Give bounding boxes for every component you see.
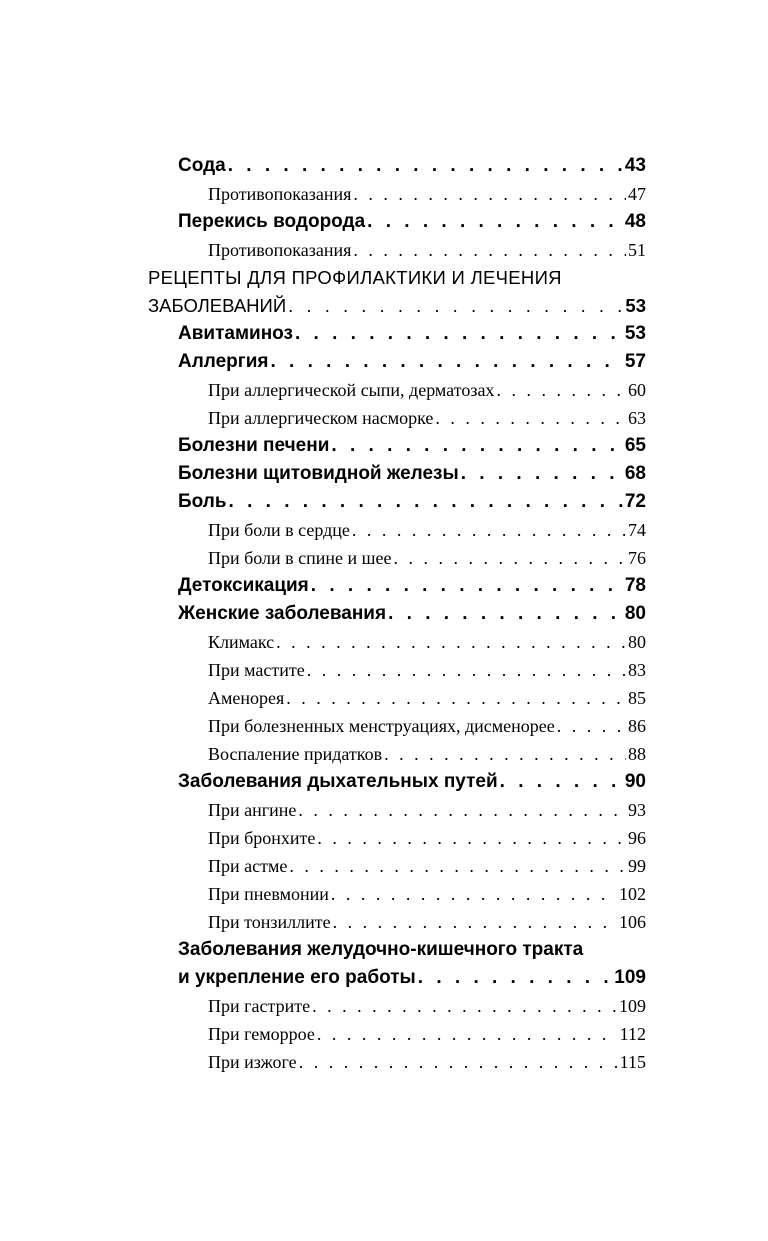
dot-leader: [461, 460, 623, 488]
toc-entry[interactable]: [148, 488, 646, 516]
toc-entry-title: При астме: [208, 856, 288, 876]
toc-subentry[interactable]: [148, 628, 646, 656]
dot-leader: [435, 404, 626, 432]
section-heading-line-2: ЗАБОЛЕВАНИЙ: [148, 295, 287, 316]
toc-entry-page: 74: [628, 520, 646, 540]
dot-leader: [496, 376, 626, 404]
dot-leader: [557, 712, 626, 740]
toc-entry-title: Сода: [178, 155, 226, 176]
toc-entry[interactable]: [148, 600, 646, 628]
toc-entry-title: Заболевания дыхательных путей: [178, 771, 498, 792]
dot-leader: [384, 740, 626, 768]
toc-entry-title: При пневмонии: [208, 884, 329, 904]
toc-entry-page: 48: [624, 211, 646, 232]
toc-subentry[interactable]: [148, 908, 646, 936]
toc-entry-page: 43: [624, 155, 646, 176]
dot-leader: [312, 992, 617, 1020]
toc-entry-title: При боли в сердце: [208, 520, 350, 540]
dot-leader: [333, 908, 617, 936]
toc-subentry[interactable]: [148, 1020, 646, 1048]
toc-entry-page: 68: [624, 463, 646, 484]
dot-leader: [270, 348, 622, 376]
dot-leader: [500, 768, 623, 796]
toc-subentry[interactable]: [148, 180, 646, 208]
toc-entry-page: 99: [628, 856, 646, 876]
toc-subentry[interactable]: [148, 796, 646, 824]
toc-entry-page: 76: [628, 548, 646, 568]
dot-leader: [353, 180, 626, 208]
toc-entry-title: При болезненных менструациях, дисменорее: [208, 716, 555, 736]
toc-entry-title: Климакс: [208, 632, 275, 652]
toc-entry-title: Болезни печени: [178, 435, 330, 456]
toc-entry-page: 86: [628, 716, 646, 736]
section-heading-line-1: РЕЦЕПТЫ ДЛЯ ПРОФИЛАКТИКИ И ЛЕЧЕНИЯ: [148, 267, 562, 288]
toc-entry-title: При геморрое: [208, 1024, 315, 1044]
toc-subentry[interactable]: [148, 1048, 646, 1076]
toc-section-heading[interactable]: [148, 264, 646, 320]
toc-subentry[interactable]: [148, 824, 646, 852]
toc-entry-page: 65: [624, 435, 646, 456]
toc-entry-title: При бронхите: [208, 828, 316, 848]
toc-entry-title: При боли в спине и шее: [208, 548, 392, 568]
toc-entry-page: 78: [624, 575, 646, 596]
toc-entry-title: При тонзиллите: [208, 912, 331, 932]
toc-entry-title-line-1: Заболевания желудочно-кишечного тракта: [178, 939, 584, 960]
dot-leader: [331, 432, 622, 460]
toc-entry-title: При аллергическом насморке: [208, 408, 434, 428]
toc-subentry[interactable]: [148, 880, 646, 908]
dot-leader: [289, 852, 626, 880]
toc-entry-title: Болезни щитовидной железы: [178, 463, 459, 484]
toc-entry[interactable]: [148, 320, 646, 348]
toc-subentry[interactable]: [148, 404, 646, 432]
dot-leader: [418, 964, 613, 992]
toc-entry-title: Противопоказания: [208, 240, 352, 260]
dot-leader: [286, 684, 626, 712]
toc-entry-title: При ангине: [208, 800, 297, 820]
dot-leader: [352, 516, 626, 544]
dot-leader: [295, 320, 623, 348]
toc-entry-page: 51: [628, 240, 646, 260]
toc-entry-page: 112: [619, 1024, 646, 1044]
toc-entry-page: 93: [628, 800, 646, 820]
toc-entry[interactable]: [148, 460, 646, 488]
toc-entry-page: 47: [628, 184, 646, 204]
toc-entry-page: 102: [619, 884, 646, 904]
toc-entry-page: 85: [628, 688, 646, 708]
toc-entry-title-row: [178, 964, 646, 992]
toc-entry[interactable]: [148, 572, 646, 600]
dot-leader: [317, 1020, 618, 1048]
toc-entry-page: 115: [619, 1052, 646, 1072]
toc-entry-title: Авитаминоз: [178, 323, 293, 344]
toc-subentry[interactable]: [148, 852, 646, 880]
toc-entry-page: 80: [624, 603, 646, 624]
toc-entry-title: При гастрите: [208, 996, 311, 1016]
toc-entry-page: 88: [628, 744, 646, 764]
dot-leader: [307, 656, 626, 684]
toc-entry-multiline[interactable]: [148, 936, 646, 992]
toc-entry-page: 57: [624, 351, 646, 372]
toc-subentry[interactable]: [148, 236, 646, 264]
toc-entry-title: Воспаление придатков: [208, 744, 383, 764]
dot-leader: [299, 1048, 618, 1076]
toc-entry-page: 109: [619, 996, 646, 1016]
dot-leader: [276, 628, 626, 656]
dot-leader: [229, 488, 623, 516]
toc-entry-page: 72: [624, 491, 646, 512]
dot-leader: [331, 880, 617, 908]
toc-entry[interactable]: [148, 432, 646, 460]
toc-entry-title: При мастите: [208, 660, 305, 680]
toc-entry-page: 106: [619, 912, 646, 932]
dot-leader: [388, 600, 623, 628]
toc-entry-page: 63: [628, 408, 646, 428]
toc-entry-page: 80: [628, 632, 646, 652]
toc-subentry[interactable]: [148, 684, 646, 712]
toc-entry-title: Детоксикация: [178, 575, 309, 596]
dot-leader: [288, 292, 623, 320]
section-heading-row: [148, 292, 646, 320]
dot-leader: [311, 572, 623, 600]
dot-leader: [353, 236, 626, 264]
toc-entry-page: 53: [624, 323, 646, 344]
toc-entry-title: Перекись водорода: [178, 211, 366, 232]
toc-entry-page: 83: [628, 660, 646, 680]
toc-subentry[interactable]: [148, 740, 646, 768]
toc-subentry[interactable]: [148, 544, 646, 572]
dot-leader: [367, 208, 623, 236]
toc-entry[interactable]: [148, 768, 646, 796]
toc-subentry[interactable]: [148, 516, 646, 544]
toc-entry-page: 90: [624, 771, 646, 792]
dot-leader: [298, 796, 626, 824]
toc-subentry[interactable]: [148, 656, 646, 684]
toc-entry-title: Аллергия: [178, 351, 269, 372]
toc-subentry[interactable]: [148, 376, 646, 404]
toc-entry-title: Боль: [178, 491, 227, 512]
toc-entry-page: 109: [614, 967, 646, 988]
toc-entry-title-line-2: и укрепление его работы: [178, 967, 416, 988]
toc-entry-page: 96: [628, 828, 646, 848]
toc-entry-title: При аллергической сыпи, дерматозах: [208, 380, 495, 400]
toc-entry[interactable]: [148, 152, 646, 180]
toc-subentry[interactable]: [148, 992, 646, 1020]
toc-subentry[interactable]: [148, 712, 646, 740]
toc-entry[interactable]: [148, 348, 646, 376]
toc-entry-title: При изжоге: [208, 1052, 297, 1072]
dot-leader: [317, 824, 626, 852]
toc-entry-page: 60: [628, 380, 646, 400]
dot-leader: [228, 152, 623, 180]
toc-entry-title: Аменорея: [208, 688, 285, 708]
toc-entry-title: Женские заболевания: [178, 603, 387, 624]
table-of-contents: [148, 152, 646, 1076]
toc-entry-title: Противопоказания: [208, 184, 352, 204]
dot-leader: [394, 544, 626, 572]
toc-entry-page: 53: [625, 295, 646, 316]
toc-entry[interactable]: [148, 208, 646, 236]
